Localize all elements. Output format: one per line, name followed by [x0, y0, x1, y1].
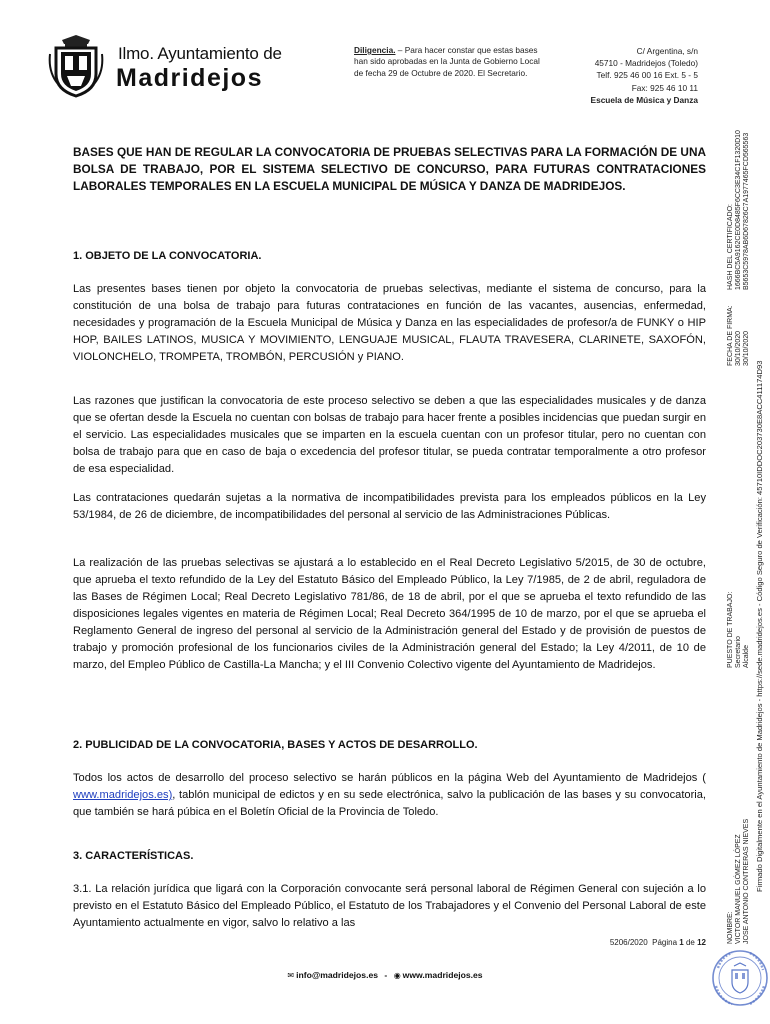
coat-of-arms-logo [48, 34, 104, 98]
globe-icon: ◉ [393, 971, 401, 980]
section-3-paragraph: 3.1. La relación jurídica que ligará con la Corporación convocante será personal laboral de Régimen General con sujeción a lo previsto en el Estatuto Básico del Empleado Público, el Estatuto de los Trabajadores y el Convenio del Personal Laboral de este Ayuntamiento actualmente en vigor, salvo lo relativo a las [73, 883, 706, 929]
page-footer [0, 970, 770, 980]
official-seal [706, 920, 768, 1016]
document-ref: 5206/2020 [609, 938, 648, 947]
signature-date: 30/10/2020 [743, 330, 750, 366]
post-name: Alcalde [743, 645, 750, 668]
signer-name: VICTOR MANUEL GÓMEZ LÓPEZ [735, 834, 742, 944]
footer-separator: - [384, 970, 388, 980]
signature-dates [727, 305, 751, 366]
diligencia-label: Diligencia. [354, 45, 396, 55]
hash-label: HASH DEL CERTIFICADO: [727, 204, 734, 290]
envelope-icon: ✉ [287, 971, 295, 980]
address-line: Telf. 925 46 00 16 Ext. 5 - 5 [596, 70, 698, 81]
section-2-text: , tablón municipal de edictos y en su sede electrónica, salvo la publicación de las bases y su convocatoria, que también se hará púbica en el Boletín Oficial de la Provincia de Toledo. [73, 789, 706, 818]
document-title: BASES QUE HAN DE REGULAR LA CONVOCATORIA DE PRUEBAS SELECTIVAS PARA LA FORMACIÓN DE UNA BOLSA DE TRABAJO, POR EL SISTEMA SELECTIVO DE CONCURSO, PARA FUTURAS CONTRATACIONES LABORALES TEMPORALES EN LA ESCUELA MUNICIPAL DE MÚSICA Y DANZA DE MADRIDEJOS. [73, 145, 706, 193]
page-of: de [685, 938, 695, 947]
section-1-heading: 1. OBJETO DE LA CONVOCATORIA. [73, 250, 262, 262]
footer-email[interactable]: info@madridejos.es [296, 970, 379, 980]
address-line: Fax: 925 46 10 11 [631, 82, 698, 93]
page-total: 12 [697, 938, 706, 947]
signature-date: 30/10/2020 [735, 330, 742, 366]
section-3-heading: 3. CARACTERÍSTICAS. [73, 850, 194, 862]
verification-text: Firmado Digitalmente en el Ayuntamiento de Madridejos - https://sede.madridejos.es - Código Seguro de Verificación: 45710IDDOC203730E8ACC411174D93 [755, 360, 764, 892]
section-1-paragraph: Las contrataciones quedarán sujetas a la normativa de incompatibilidades prevista para los empleados públicos en la Ley 53/1984, de 26 de diciembre, de incompatibilidades del personal al servicio de las Administraciones Públicas. [73, 492, 706, 521]
signer-label: NOMBRE: [727, 911, 734, 944]
section-2-paragraph [73, 770, 706, 821]
certificate-hash: 1666BC5A9162CE0D8485F6CC3E34C1F1320D10 [735, 130, 742, 290]
address-line: C/ Argentina, s/n [636, 46, 698, 56]
section-2-heading: 2. PUBLICIDAD DE LA CONVOCATORIA, BASES Y ACTOS DE DESARROLLO. [73, 739, 478, 751]
certificate-hash: B5653C5978AB6D67826C7A1977465FCD565563 [743, 132, 750, 290]
org-city: Madridejos [116, 64, 263, 92]
address-block [528, 45, 698, 106]
certificate-hashes [727, 130, 751, 290]
post-label: PUESTO DE TRABAJO: [727, 591, 734, 668]
post-name: Secretario [735, 636, 742, 668]
section-1-paragraph: Las presentes bases tienen por objeto la convocatoria de pruebas selectivas, mediante el sistema de concurso, para la constitución de una bolsa de trabajo para futuras contrataciones en función de las vacantes, ausencias, enfermedad, necesidades y programación de la Escuela Municipal de Música y Danza en las especialidades de profesor/a de FUNKY o HIP HOP, BAILES LATINOS, MUSICA Y MOVIMIENTO, LENGUAJE MUSICAL, FLAUTA TRAVESERA, CLARINETE, SAXOFÓN, VIOLONCHELO, TROMPETA, TROMBÓN, PERCUSIÓN y PIANO. [73, 283, 706, 363]
section-1-paragraph: Las razones que justifican la convocatoria de este proceso selectivo se deben a que las especialidades musicales y de danza que se ofertan desde la Escuela no cuentan con bolsas de trabajo para hacer frente a posibles incidencias que puedan surgir en el servicio. Las especialidades musicales que se imparten en la escuela cuentan con un profesor titular, pero no cuentan con bolsa de trabajo para que en caso de baja o excedencia del profesor titular, se pueda contratar temporalmente a otro profesor de esa especialidad. [73, 395, 706, 475]
website-link[interactable]: www.madridejos.es) [73, 789, 173, 801]
school-name: Escuela de Música y Danza [590, 94, 698, 105]
section-1-paragraph: La realización de las pruebas selectivas se ajustará a lo establecido en el Real Decreto Legislativo 5/2015, de 30 de octubre, que aprueba el texto refundido de la Ley del Estatuto Básico del Empleado Público, la Ley 7/1985, de 2 de abril, reguladora de las Bases de Régimen Local; Real Decreto Legislativo 781/86, de 18 de abril, por el que se aprueba el texto refundido de las disposiciones legales vigentes en materia de Régimen Local; Real Decreto 364/1995 de 10 de marzo, por el que se aprueba el Reglamento General de ingreso del personal al servicio de la Administración general del Estado y de provisión de puestos de trabajo y promoción profesional de los funcionarios civiles de la Administración general del Estado; la Ley 4/2011, de 10 de marzo, del Empleo Público de Castilla-La Mancha; y el III Convenio Colectivo vigente del Ayuntamiento de Madridejos. [73, 557, 706, 671]
address-line: 45710 - Madridejos (Toledo) [594, 58, 698, 69]
signer-posts [727, 592, 751, 668]
footer-website[interactable]: www.madridejos.es [402, 970, 483, 980]
page-number [610, 938, 706, 947]
org-name: Ilmo. Ayuntamiento de [118, 44, 282, 63]
signer-name: JOSE ANTONIO CONTRERAS NIEVES [743, 818, 750, 944]
diligencia-text: – Para hacer constar que estas bases han sido aprobadas en la Junta de Gobierno Local de fecha 29 de Octubre de 2020. El Secretario. [354, 45, 540, 78]
section-2-text: Todos los actos de desarrollo del proceso selectivo se harán públicos en la página Web del Ayuntamiento de Madridejos ( [73, 772, 706, 784]
diligencia-note [354, 45, 544, 79]
page-current: 1 [679, 938, 684, 947]
page-word: Página [652, 938, 678, 947]
date-label: FECHA DE FIRMA: [727, 305, 734, 366]
